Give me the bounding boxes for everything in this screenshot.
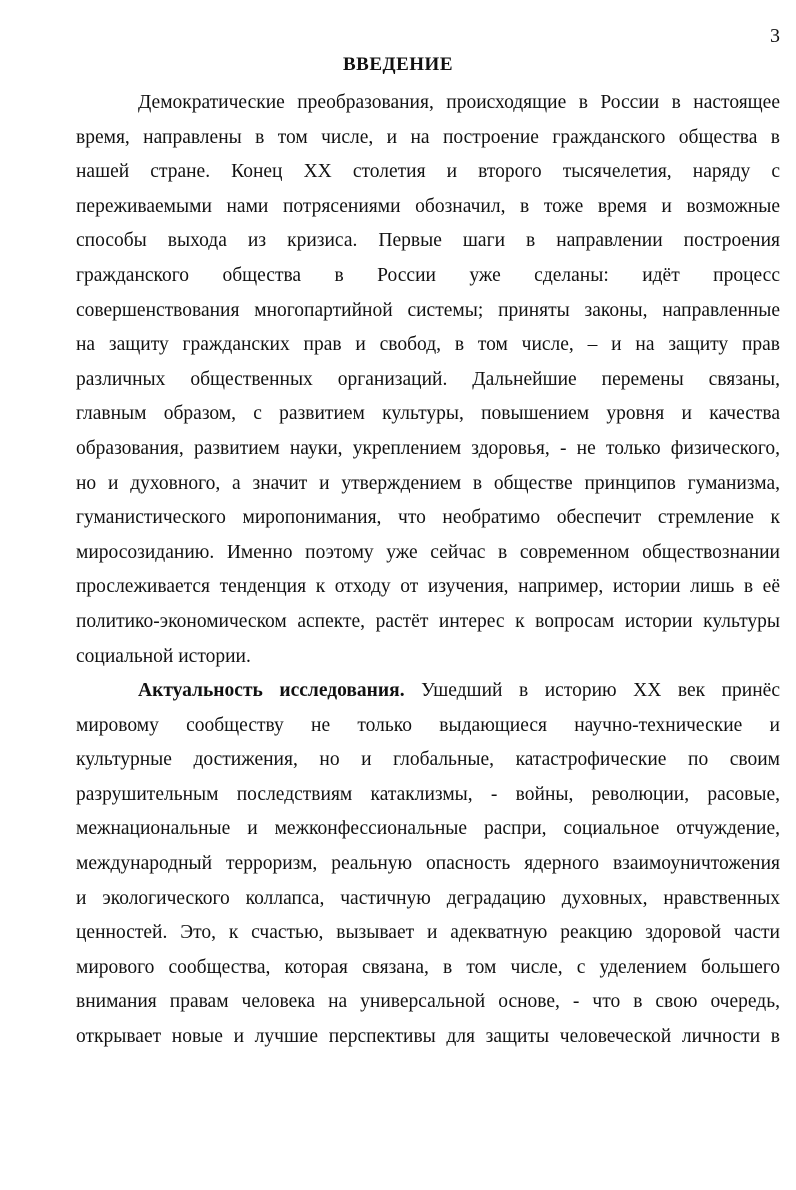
text-line: культурные достижения, но и глобальные, катастрофические по своим xyxy=(76,749,780,771)
text-line: нашей стране. Конец XX столетия и второго тысячелетия, наряду с xyxy=(76,161,780,183)
text-line: но и духовного, а значит и утверждением в обществе принципов гуманизма, xyxy=(76,472,780,494)
text-line: гражданского общества в России уже сделаны: идёт процесс xyxy=(76,264,780,286)
text-line: внимания правам человека на универсальной основе, - что в свою очередь, xyxy=(76,991,780,1013)
text-line: политико-экономическом аспекте, растёт интерес к вопросам истории культуры xyxy=(76,610,780,632)
text-line: ценностей. Это, к счастью, вызывает и адекватную реакцию здоровой части xyxy=(76,922,780,944)
text-line: мирового сообщества, которая связана, в том числе, с уделением большего xyxy=(76,956,780,978)
text-line: прослеживается тенденция к отходу от изучения, например, истории лишь в её xyxy=(76,576,780,598)
text-line: способы выхода из кризиса. Первые шаги в направлении построения xyxy=(76,230,780,252)
page-number: 3 xyxy=(770,25,780,47)
relevance-heading: Актуальность исследования. xyxy=(138,680,405,702)
text-line: главным образом, с развитием культуры, повышением уровня и качества xyxy=(76,403,780,425)
text-line: разрушительным последствиям катаклизмы, - войны, революции, расовые, xyxy=(76,783,780,805)
text-line: миросозиданию. Именно поэтому уже сейчас в современном обществознании xyxy=(76,541,780,563)
text-line: образования, развитием науки, укреплением здоровья, - не только физического, xyxy=(76,437,780,459)
text-line: совершенствования многопартийной системы; приняты законы, направленные xyxy=(76,299,780,321)
text-line: переживаемыми нами потрясениями обозначил, в тоже время и возможные xyxy=(76,195,780,217)
body-text xyxy=(76,86,780,1055)
text-segment: Ушедший в историю XX век принёс xyxy=(404,680,780,702)
paragraph-intro xyxy=(76,86,780,674)
text-line: на защиту гражданских прав и свобод, в том числе, – и на защиту прав xyxy=(76,334,780,356)
paragraph-relevance xyxy=(76,674,780,1055)
text-line: различных общественных организаций. Дальнейшие перемены связаны, xyxy=(76,368,780,390)
text-line: межнациональные и межконфессиональные распри, социальное отчуждение, xyxy=(76,818,780,840)
text-line: и экологического коллапса, частичную деградацию духовных, нравственных xyxy=(76,887,780,909)
section-title: ВВЕДЕНИЕ xyxy=(343,54,453,75)
text-line: время, направлены в том числе, и на построение гражданского общества в xyxy=(76,126,780,148)
text-line: гуманистического миропонимания, что необратимо обеспечит стремление к xyxy=(76,507,780,529)
text-line: международный терроризм, реальную опасность ядерного взаимоуничтожения xyxy=(76,853,780,875)
text-line: открывает новые и лучшие перспективы для защиты человеческой личности в xyxy=(76,1026,780,1048)
text-line xyxy=(76,674,780,709)
text-line: мировому сообществу не только выдающиеся научно-технические и xyxy=(76,714,780,736)
text-line: социальной истории. xyxy=(76,645,251,667)
text-line: Демократические преобразования, происходящие в России в настоящее xyxy=(138,92,780,113)
